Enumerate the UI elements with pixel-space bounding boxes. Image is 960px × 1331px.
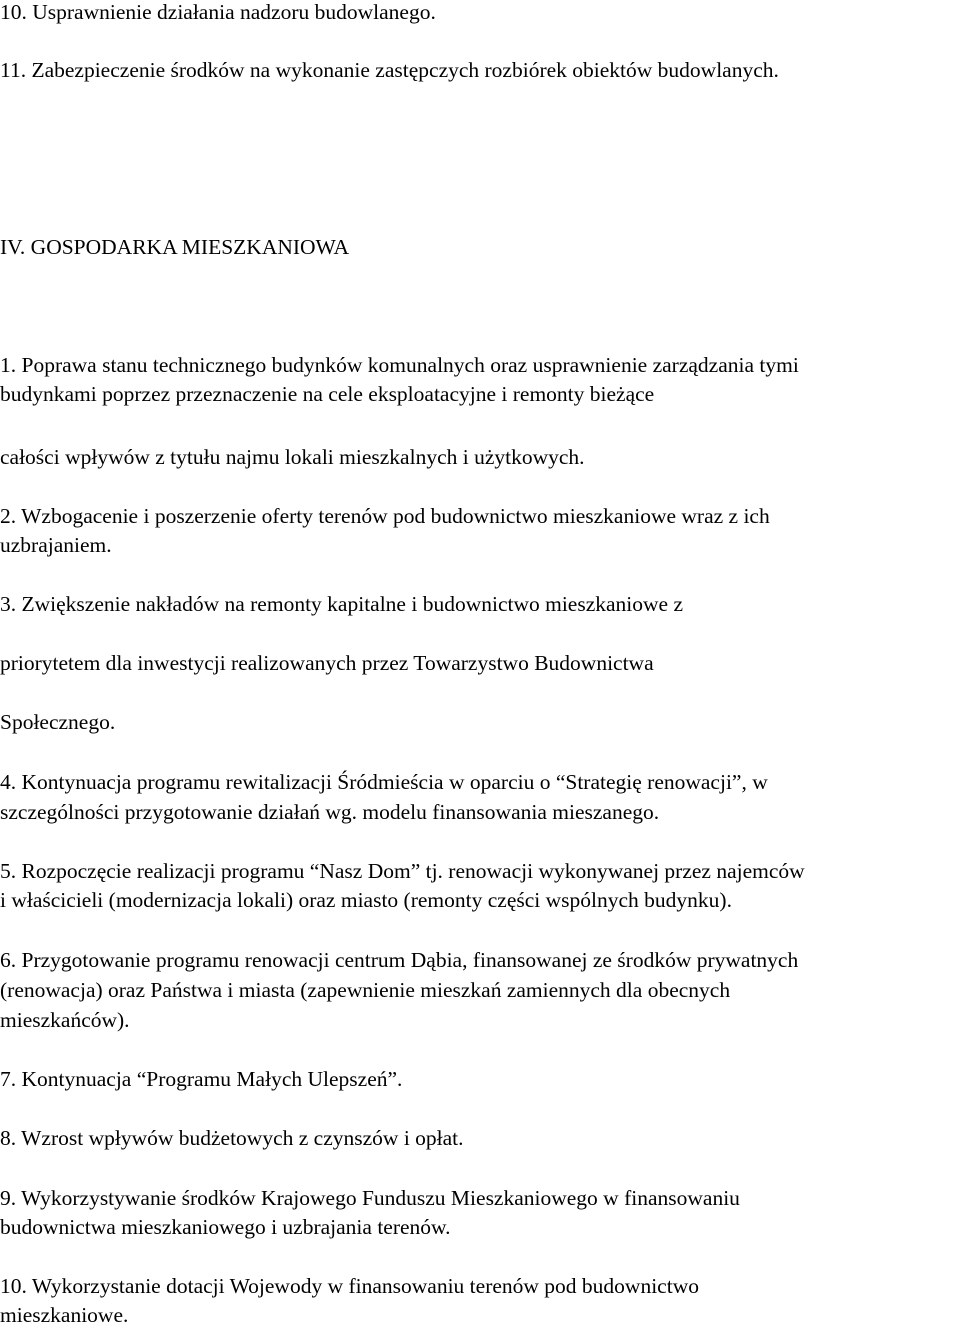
- list-item-2-line-2: uzbrajaniem.: [0, 533, 112, 557]
- list-item-3-line-3: Społecznego.: [0, 710, 116, 734]
- list-item-10-line-2: mieszkaniowe.: [0, 1303, 129, 1327]
- list-item-10-line-1: 10. Wykorzystanie dotacji Wojewody w finansowaniu terenów pod budownictwo: [0, 1274, 699, 1298]
- section-heading: IV. GOSPODARKA MIESZKANIOWA: [0, 235, 349, 259]
- list-item-7-line-1: 7. Kontynuacja “Programu Małych Ulepszeń”.: [0, 1067, 403, 1091]
- list-item-4-line-1: 4. Kontynuacja programu rewitalizacji Śródmieścia w oparciu o “Strategię renowacji”, w: [0, 770, 768, 794]
- list-item-1-line-3: całości wpływów z tytułu najmu lokali mieszkalnych i użytkowych.: [0, 445, 585, 469]
- list-item-10-nadzor: 10. Usprawnienie działania nadzoru budowlanego.: [0, 0, 436, 24]
- list-item-6-line-1: 6. Przygotowanie programu renowacji centrum Dąbia, finansowanej ze środków prywatnych: [0, 948, 799, 972]
- list-item-5-line-2: i właścicieli (modernizacja lokali) oraz miasto (remonty części wspólnych budynku).: [0, 888, 732, 912]
- list-item-11-rozbiorki: 11. Zabezpieczenie środków na wykonanie zastępczych rozbiórek obiektów budowlanych.: [0, 58, 779, 82]
- list-item-1-line-1: 1. Poprawa stanu technicznego budynków komunalnych oraz usprawnienie zarządzania tymi: [0, 353, 799, 377]
- list-item-5-line-1: 5. Rozpoczęcie realizacji programu “Nasz Dom” tj. renowacji wykonywanej przez najemców: [0, 859, 805, 883]
- list-item-8-line-1: 8. Wzrost wpływów budżetowych z czynszów i opłat.: [0, 1126, 464, 1150]
- list-item-2-line-1: 2. Wzbogacenie i poszerzenie oferty terenów pod budownictwo mieszkaniowe wraz z ich: [0, 504, 770, 528]
- list-item-9-line-2: budownictwa mieszkaniowego i uzbrajania terenów.: [0, 1215, 451, 1239]
- list-item-4-line-2: szczególności przygotowanie działań wg. modelu finansowania mieszanego.: [0, 800, 660, 824]
- list-item-6-line-3: mieszkańców).: [0, 1008, 130, 1032]
- list-item-9-line-1: 9. Wykorzystywanie środków Krajowego Funduszu Mieszkaniowego w finansowaniu: [0, 1186, 740, 1210]
- list-item-3-line-2: priorytetem dla inwestycji realizowanych przez Towarzystwo Budownictwa: [0, 651, 654, 675]
- list-item-6-line-2: (renowacja) oraz Państwa i miasta (zapewnienie mieszkań zamiennych dla obecnych: [0, 978, 731, 1002]
- list-item-3-line-1: 3. Zwiększenie nakładów na remonty kapitalne i budownictwo mieszkaniowe z: [0, 592, 684, 616]
- list-item-1-line-2: budynkami poprzez przeznaczenie na cele eksploatacyjne i remonty bieżące: [0, 382, 655, 406]
